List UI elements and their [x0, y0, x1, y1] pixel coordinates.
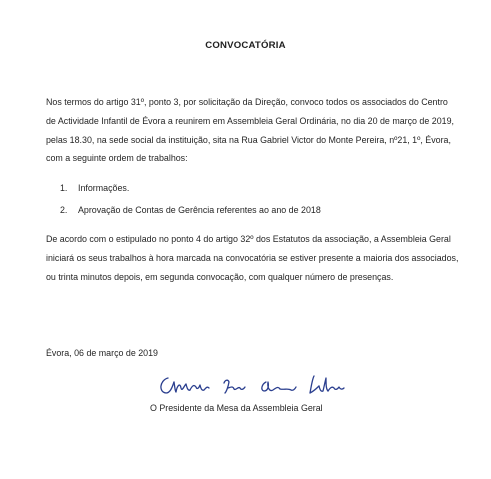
- handwritten-signature: [154, 366, 364, 400]
- document-title: CONVOCATÓRIA: [205, 40, 286, 51]
- agenda-item-text: Aprovação de Contas de Gerência referentes ao ano de 2018: [78, 205, 321, 215]
- agenda-item-number: 1.: [60, 183, 68, 193]
- agenda-item-number: 2.: [60, 205, 68, 215]
- quorum-paragraph: De acordo com o estipulado no ponto 4 do artigo 32º dos Estatutos da associação, a Assembleia Geral iniciará os seus trabalhos à hora marcada na convocatória se estiver presente a maioria dos associados, ou trinta minutos depois, em segunda convocação, com qualquer número de presenças.: [46, 234, 459, 282]
- signer-title: O Presidente da Mesa da Assembleia Geral: [150, 403, 323, 413]
- agenda-item-text: Informações.: [78, 183, 130, 193]
- date-line: Évora, 06 de março de 2019: [46, 348, 158, 358]
- agenda-item: [60, 177, 321, 199]
- agenda-item: [60, 199, 321, 221]
- agenda-list: [60, 177, 321, 221]
- convocation-paragraph: Nos termos do artigo 31º, ponto 3, por solicitação da Direção, convoco todos os associados do Centro de Actividade Infantil de Évora a reunirem em Assembleia Geral Ordinária, no dia 20 de março de 2019, pelas 18.30, na sede social da instituição, sita na Rua Gabriel Victor do Monte Pereira, nº21, 1º, Évora, com a seguinte ordem de trabalhos:: [46, 97, 454, 164]
